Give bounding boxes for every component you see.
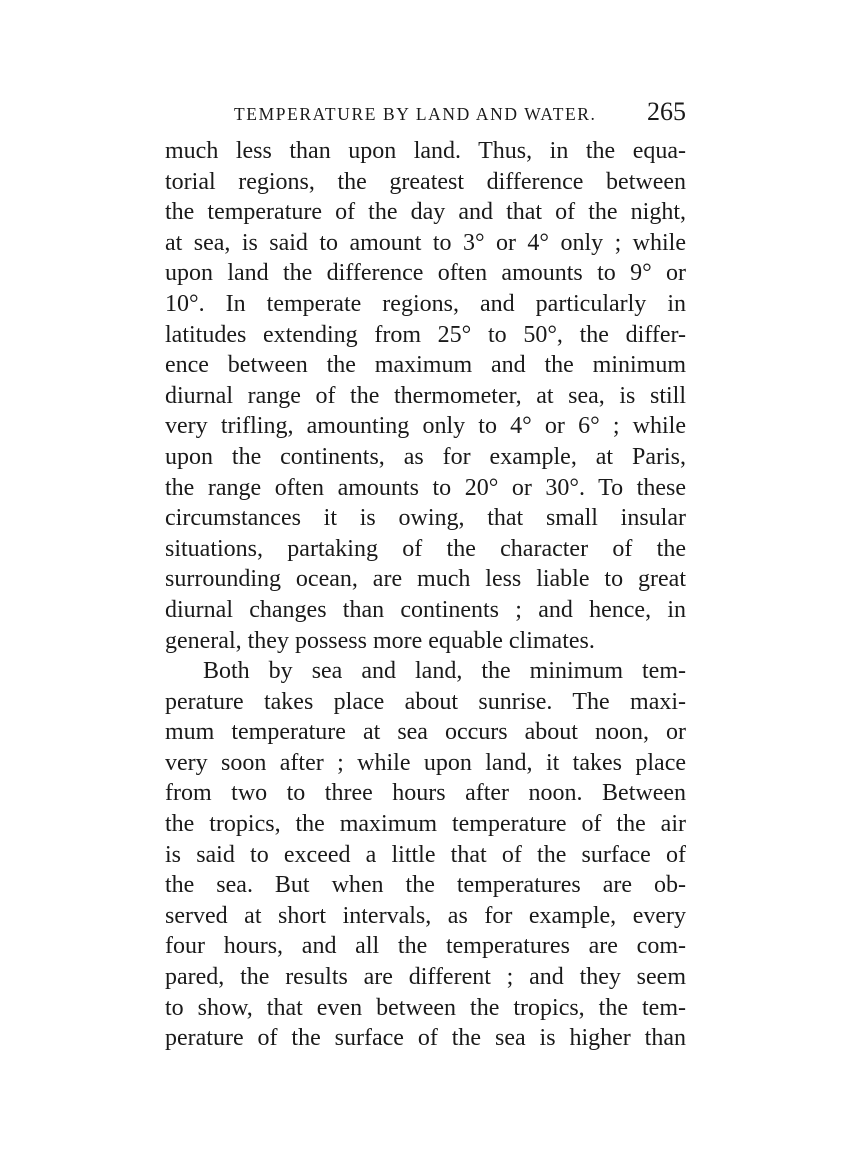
page-number: 265 (647, 97, 686, 126)
text-line: ence between the maximum and the minimum (165, 352, 686, 379)
running-head (234, 97, 686, 127)
text-line: at sea, is said to amount to 3° or 4° only ; while (165, 229, 686, 256)
text-line: perature of the surface of the sea is higher than (165, 1025, 686, 1052)
text-line: the temperature of the day and that of the night, (165, 199, 686, 226)
text-line: circumstances it is owing, that small insular (165, 505, 686, 532)
text-line: upon the continents, as for example, at Paris, (165, 443, 686, 470)
text-line: is said to exceed a little that of the surface of (165, 841, 686, 868)
text-line: the sea. But when the temperatures are ob- (165, 872, 686, 899)
text-line: pared, the results are different ; and they seem (165, 964, 686, 991)
text-line: diurnal range of the thermometer, at sea, is still (165, 382, 686, 409)
text-line: very soon after ; while upon land, it takes place (165, 749, 686, 776)
text-line: served at short intervals, as for example, every (165, 902, 686, 929)
paragraph-end-line: general, they possess more equable climates. (165, 627, 595, 654)
text-line: four hours, and all the temperatures are com- (165, 933, 686, 960)
text-line: the range often amounts to 20° or 30°. To these (165, 474, 686, 501)
paragraph-start-line: Both by sea and land, the minimum tem- (203, 658, 686, 685)
text-line: to show, that even between the tropics, the tem- (165, 994, 686, 1021)
text-line: the tropics, the maximum temperature of the air (165, 811, 686, 838)
body-text (165, 136, 686, 1054)
text-line: much less than upon land. Thus, in the equa- (165, 138, 686, 164)
text-line: surrounding ocean, are much less liable to great (165, 566, 686, 593)
text-line: from two to three hours after noon. Between (165, 780, 686, 807)
text-line: 10°. In temperate regions, and particularly in (165, 290, 686, 317)
text-line: latitudes extending from 25° to 50°, the differ- (165, 321, 686, 348)
text-line: mum temperature at sea occurs about noon, or (165, 719, 686, 746)
text-line: diurnal changes than continents ; and hence, in (165, 596, 686, 623)
text-line: torial regions, the greatest difference between (165, 168, 686, 195)
text-line: perature takes place about sunrise. The maxi- (165, 688, 686, 715)
text-line: situations, partaking of the character of the (165, 535, 686, 562)
running-title: TEMPERATURE BY LAND AND WATER. (234, 104, 597, 124)
text-line: upon land the difference often amounts to 9° or (165, 260, 686, 287)
text-line: very trifling, amounting only to 4° or 6° ; while (165, 413, 686, 440)
